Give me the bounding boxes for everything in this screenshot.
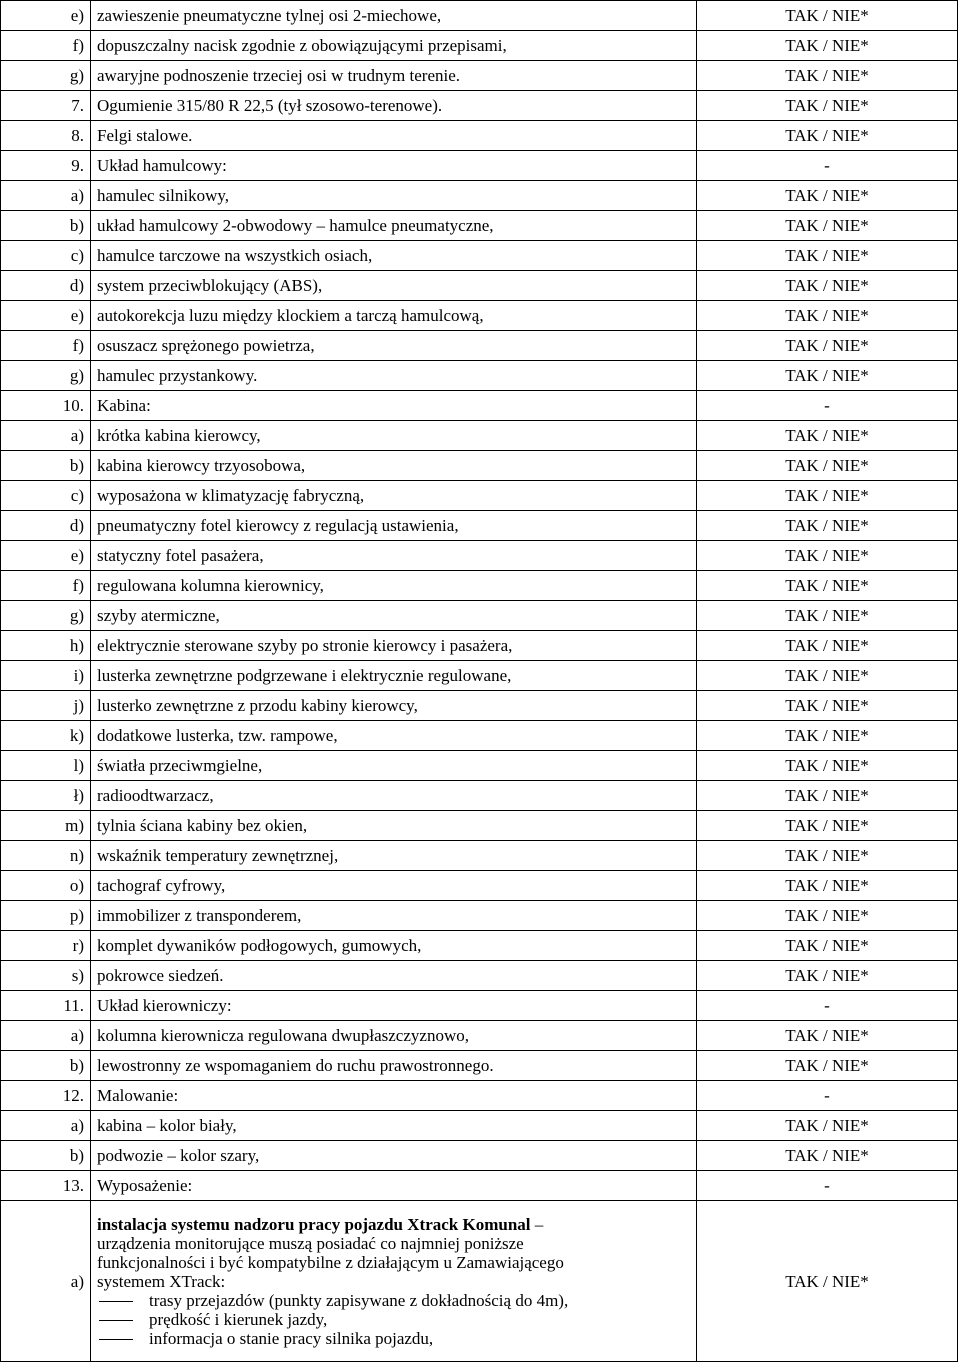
item-description: dopuszczalny nacisk zgodnie z obowiązującymi przepisami,	[91, 31, 697, 61]
item-description: układ hamulcowy 2-obwodowy – hamulce pneumatyczne,	[91, 211, 697, 241]
item-title-bold: instalacja systemu nadzoru pracy pojazdu Xtrack Komunal	[97, 1214, 531, 1234]
item-description: hamulce tarczowe na wszystkich osiach,	[91, 241, 697, 271]
item-number: a)	[1, 1021, 91, 1051]
item-line: funkcjonalności i być kompatybilne z działającym u Zamawiającego	[97, 1252, 564, 1272]
item-description: wskaźnik temperatury zewnętrznej,	[91, 841, 697, 871]
table-row	[1, 931, 958, 961]
item-description: lusterko zewnętrzne z przodu kabiny kierowcy,	[91, 691, 697, 721]
item-number: m)	[1, 811, 91, 841]
table-row	[1, 1081, 958, 1111]
item-answer: TAK / NIE*	[697, 1141, 958, 1171]
item-description: Kabina:	[91, 391, 697, 421]
item-description: Felgi stalowe.	[91, 121, 697, 151]
item-answer: TAK / NIE*	[697, 1, 958, 31]
item-answer: TAK / NIE*	[697, 781, 958, 811]
item-answer: TAK / NIE*	[697, 1201, 958, 1362]
item-number: ł)	[1, 781, 91, 811]
item-answer: TAK / NIE*	[697, 481, 958, 511]
item-number: b)	[1, 211, 91, 241]
table-row	[1, 871, 958, 901]
item-answer: TAK / NIE*	[697, 661, 958, 691]
item-description: podwozie – kolor szary,	[91, 1141, 697, 1171]
bullet-item	[97, 1310, 690, 1329]
table-row	[1, 541, 958, 571]
item-answer: TAK / NIE*	[697, 961, 958, 991]
item-answer: TAK / NIE*	[697, 541, 958, 571]
item-title-suffix: –	[530, 1214, 544, 1234]
item-answer: TAK / NIE*	[697, 631, 958, 661]
table-row	[1, 631, 958, 661]
item-answer: TAK / NIE*	[697, 751, 958, 781]
table-row	[1, 121, 958, 151]
item-answer: TAK / NIE*	[697, 421, 958, 451]
item-number: o)	[1, 871, 91, 901]
item-description: dodatkowe lusterka, tzw. rampowe,	[91, 721, 697, 751]
table-row	[1, 1201, 958, 1362]
item-description: szyby atermiczne,	[91, 601, 697, 631]
table-row	[1, 1051, 958, 1081]
item-description: światła przeciwmgielne,	[91, 751, 697, 781]
item-number: 13.	[1, 1171, 91, 1201]
item-number: f)	[1, 31, 91, 61]
item-number: d)	[1, 511, 91, 541]
bullet-text: informacja o stanie pracy silnika pojazdu,	[149, 1328, 434, 1348]
item-description: system przeciwblokujący (ABS),	[91, 271, 697, 301]
item-number: 7.	[1, 91, 91, 121]
item-number: a)	[1, 181, 91, 211]
item-answer: TAK / NIE*	[697, 811, 958, 841]
item-number: h)	[1, 631, 91, 661]
item-description: hamulec silnikowy,	[91, 181, 697, 211]
item-description: immobilizer z transponderem,	[91, 901, 697, 931]
table-row	[1, 1111, 958, 1141]
table-row	[1, 61, 958, 91]
item-answer: TAK / NIE*	[697, 1021, 958, 1051]
table-row	[1, 421, 958, 451]
item-answer: -	[697, 1171, 958, 1201]
item-number: d)	[1, 271, 91, 301]
item-description: radioodtwarzacz,	[91, 781, 697, 811]
item-answer: TAK / NIE*	[697, 871, 958, 901]
table-row	[1, 571, 958, 601]
table-row	[1, 241, 958, 271]
table-row	[1, 841, 958, 871]
item-number: r)	[1, 931, 91, 961]
item-answer: TAK / NIE*	[697, 601, 958, 631]
item-description: tachograf cyfrowy,	[91, 871, 697, 901]
item-number: g)	[1, 61, 91, 91]
item-number: s)	[1, 961, 91, 991]
item-line: systemem XTrack:	[97, 1271, 226, 1291]
item-answer: -	[697, 991, 958, 1021]
item-description: tylnia ściana kabiny bez okien,	[91, 811, 697, 841]
item-number: k)	[1, 721, 91, 751]
item-description: awaryjne podnoszenie trzeciej osi w trudnym terenie.	[91, 61, 697, 91]
table-row	[1, 361, 958, 391]
item-number: 12.	[1, 1081, 91, 1111]
item-number: i)	[1, 661, 91, 691]
item-number: b)	[1, 451, 91, 481]
item-description: kabina kierowcy trzyosobowa,	[91, 451, 697, 481]
item-number: g)	[1, 601, 91, 631]
item-answer: TAK / NIE*	[697, 1051, 958, 1081]
item-description: kabina – kolor biały,	[91, 1111, 697, 1141]
table-row	[1, 1171, 958, 1201]
item-answer: TAK / NIE*	[697, 691, 958, 721]
item-description: zawieszenie pneumatyczne tylnej osi 2-miechowe,	[91, 1, 697, 31]
table-row	[1, 811, 958, 841]
item-description: Wyposażenie:	[91, 1171, 697, 1201]
item-answer: TAK / NIE*	[697, 211, 958, 241]
item-description: krótka kabina kierowcy,	[91, 421, 697, 451]
item-description: kolumna kierownicza regulowana dwupłaszczyznowo,	[91, 1021, 697, 1051]
item-description: pokrowce siedzeń.	[91, 961, 697, 991]
item-answer: TAK / NIE*	[697, 301, 958, 331]
item-answer: TAK / NIE*	[697, 271, 958, 301]
table-row	[1, 181, 958, 211]
item-number: b)	[1, 1051, 91, 1081]
table-row	[1, 151, 958, 181]
table-row	[1, 91, 958, 121]
table-row	[1, 481, 958, 511]
table-row	[1, 601, 958, 631]
bullet-item	[97, 1291, 690, 1310]
item-number: e)	[1, 301, 91, 331]
item-number: b)	[1, 1141, 91, 1171]
item-description: Układ hamulcowy:	[91, 151, 697, 181]
item-answer: TAK / NIE*	[697, 451, 958, 481]
item-answer: TAK / NIE*	[697, 91, 958, 121]
item-number: c)	[1, 481, 91, 511]
item-answer: TAK / NIE*	[697, 331, 958, 361]
item-answer: TAK / NIE*	[697, 31, 958, 61]
item-description: elektrycznie sterowane szyby po stronie kierowcy i pasażera,	[91, 631, 697, 661]
item-number: e)	[1, 541, 91, 571]
item-description: Malowanie:	[91, 1081, 697, 1111]
item-answer: TAK / NIE*	[697, 361, 958, 391]
table-row	[1, 781, 958, 811]
item-answer: TAK / NIE*	[697, 721, 958, 751]
item-answer: -	[697, 151, 958, 181]
item-number: a)	[1, 421, 91, 451]
item-number: e)	[1, 1, 91, 31]
item-description	[91, 1201, 697, 1362]
item-number: 10.	[1, 391, 91, 421]
table-row	[1, 661, 958, 691]
table-row	[1, 271, 958, 301]
item-answer: TAK / NIE*	[697, 61, 958, 91]
table-row	[1, 721, 958, 751]
dash-bullet-icon	[99, 1320, 133, 1321]
item-number: g)	[1, 361, 91, 391]
item-answer: TAK / NIE*	[697, 1111, 958, 1141]
item-number: n)	[1, 841, 91, 871]
item-description: Układ kierowniczy:	[91, 991, 697, 1021]
item-number: j)	[1, 691, 91, 721]
item-description: autokorekcja luzu między klockiem a tarczą hamulcową,	[91, 301, 697, 331]
item-title	[97, 1215, 690, 1234]
item-number: f)	[1, 571, 91, 601]
item-answer: TAK / NIE*	[697, 511, 958, 541]
item-answer: TAK / NIE*	[697, 571, 958, 601]
table-row	[1, 901, 958, 931]
table-row	[1, 691, 958, 721]
item-description: lewostronny ze wspomaganiem do ruchu prawostronnego.	[91, 1051, 697, 1081]
item-line: urządzenia monitorujące muszą posiadać co najmniej poniższe	[97, 1233, 524, 1253]
table-row	[1, 391, 958, 421]
item-answer: TAK / NIE*	[697, 181, 958, 211]
bullet-text: trasy przejazdów (punkty zapisywane z dokładnością do 4m),	[149, 1290, 569, 1310]
item-number: a)	[1, 1201, 91, 1362]
table-row	[1, 31, 958, 61]
item-description: Ogumienie 315/80 R 22,5 (tył szosowo-terenowe).	[91, 91, 697, 121]
item-description: hamulec przystankowy.	[91, 361, 697, 391]
item-description: wyposażona w klimatyzację fabryczną,	[91, 481, 697, 511]
item-number: f)	[1, 331, 91, 361]
item-number: l)	[1, 751, 91, 781]
item-number: p)	[1, 901, 91, 931]
table-row	[1, 751, 958, 781]
item-answer: TAK / NIE*	[697, 121, 958, 151]
table-row	[1, 961, 958, 991]
item-number: 9.	[1, 151, 91, 181]
bullet-text: prędkość i kierunek jazdy,	[149, 1309, 328, 1329]
table-row	[1, 991, 958, 1021]
item-number: a)	[1, 1111, 91, 1141]
dash-bullet-icon	[99, 1339, 133, 1340]
item-description: statyczny fotel pasażera,	[91, 541, 697, 571]
item-description: komplet dywaników podłogowych, gumowych,	[91, 931, 697, 961]
item-answer: TAK / NIE*	[697, 241, 958, 271]
item-description: pneumatyczny fotel kierowcy z regulacją ustawienia,	[91, 511, 697, 541]
item-number: c)	[1, 241, 91, 271]
item-answer: TAK / NIE*	[697, 901, 958, 931]
item-description: lusterka zewnętrzne podgrzewane i elektrycznie regulowane,	[91, 661, 697, 691]
item-description: regulowana kolumna kierownicy,	[91, 571, 697, 601]
table-row	[1, 1021, 958, 1051]
table-row	[1, 1141, 958, 1171]
table-row	[1, 1, 958, 31]
item-answer: TAK / NIE*	[697, 841, 958, 871]
item-answer: -	[697, 391, 958, 421]
bullet-item	[97, 1329, 690, 1348]
dash-bullet-icon	[99, 1301, 133, 1302]
item-answer: -	[697, 1081, 958, 1111]
table-row	[1, 331, 958, 361]
table-row	[1, 451, 958, 481]
item-answer: TAK / NIE*	[697, 931, 958, 961]
item-number: 11.	[1, 991, 91, 1021]
table-row	[1, 301, 958, 331]
item-description: osuszacz sprężonego powietrza,	[91, 331, 697, 361]
item-number: 8.	[1, 121, 91, 151]
table-row	[1, 511, 958, 541]
table-row	[1, 211, 958, 241]
specification-table-body	[1, 1, 958, 1362]
